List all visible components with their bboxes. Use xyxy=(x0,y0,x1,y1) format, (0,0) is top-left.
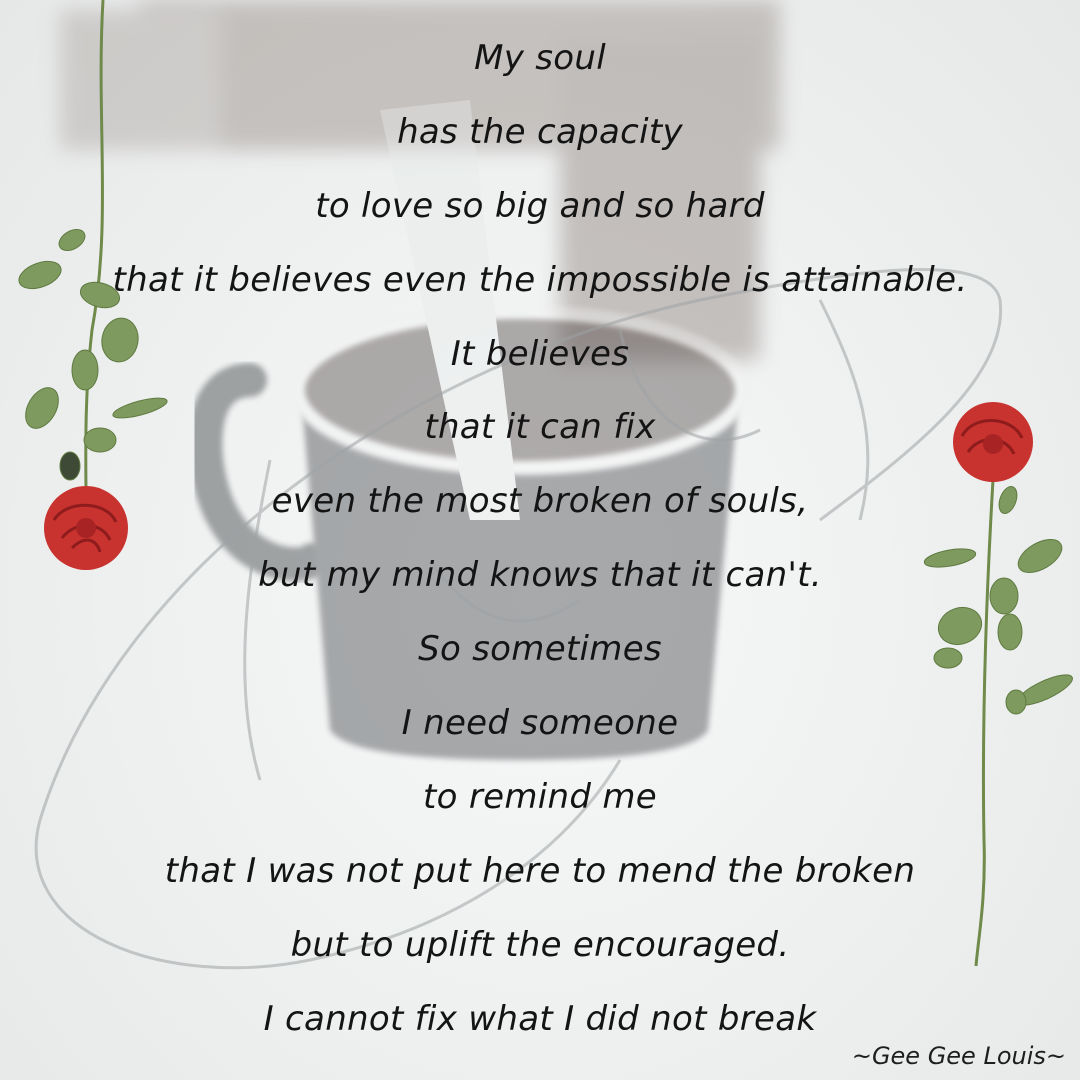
poem-line: It believes xyxy=(450,333,630,374)
poem-line: but my mind knows that it can't. xyxy=(258,555,822,596)
poem-line: I cannot fix what I did not break xyxy=(263,998,817,1039)
poem-line: that I was not put here to mend the broken xyxy=(164,850,916,891)
poem-line: has the capacity xyxy=(397,111,683,152)
poem-line: My soul xyxy=(474,38,606,78)
poem-line: but to uplift the encouraged. xyxy=(290,924,790,965)
poem-line: even the most broken of souls, xyxy=(271,481,809,522)
poem-line: So sometimes xyxy=(418,629,662,670)
poem-text xyxy=(0,22,1080,1056)
poem-line: to love so big and so hard xyxy=(315,185,765,226)
author-signature: ~Gee Gee Louis~ xyxy=(851,1042,1066,1070)
poem-line: that it believes even the impossible is attainable. xyxy=(112,259,968,300)
poem-line: to remind me xyxy=(423,776,657,817)
poem-line: that it can fix xyxy=(424,407,656,448)
poem-line: I need someone xyxy=(401,703,679,744)
